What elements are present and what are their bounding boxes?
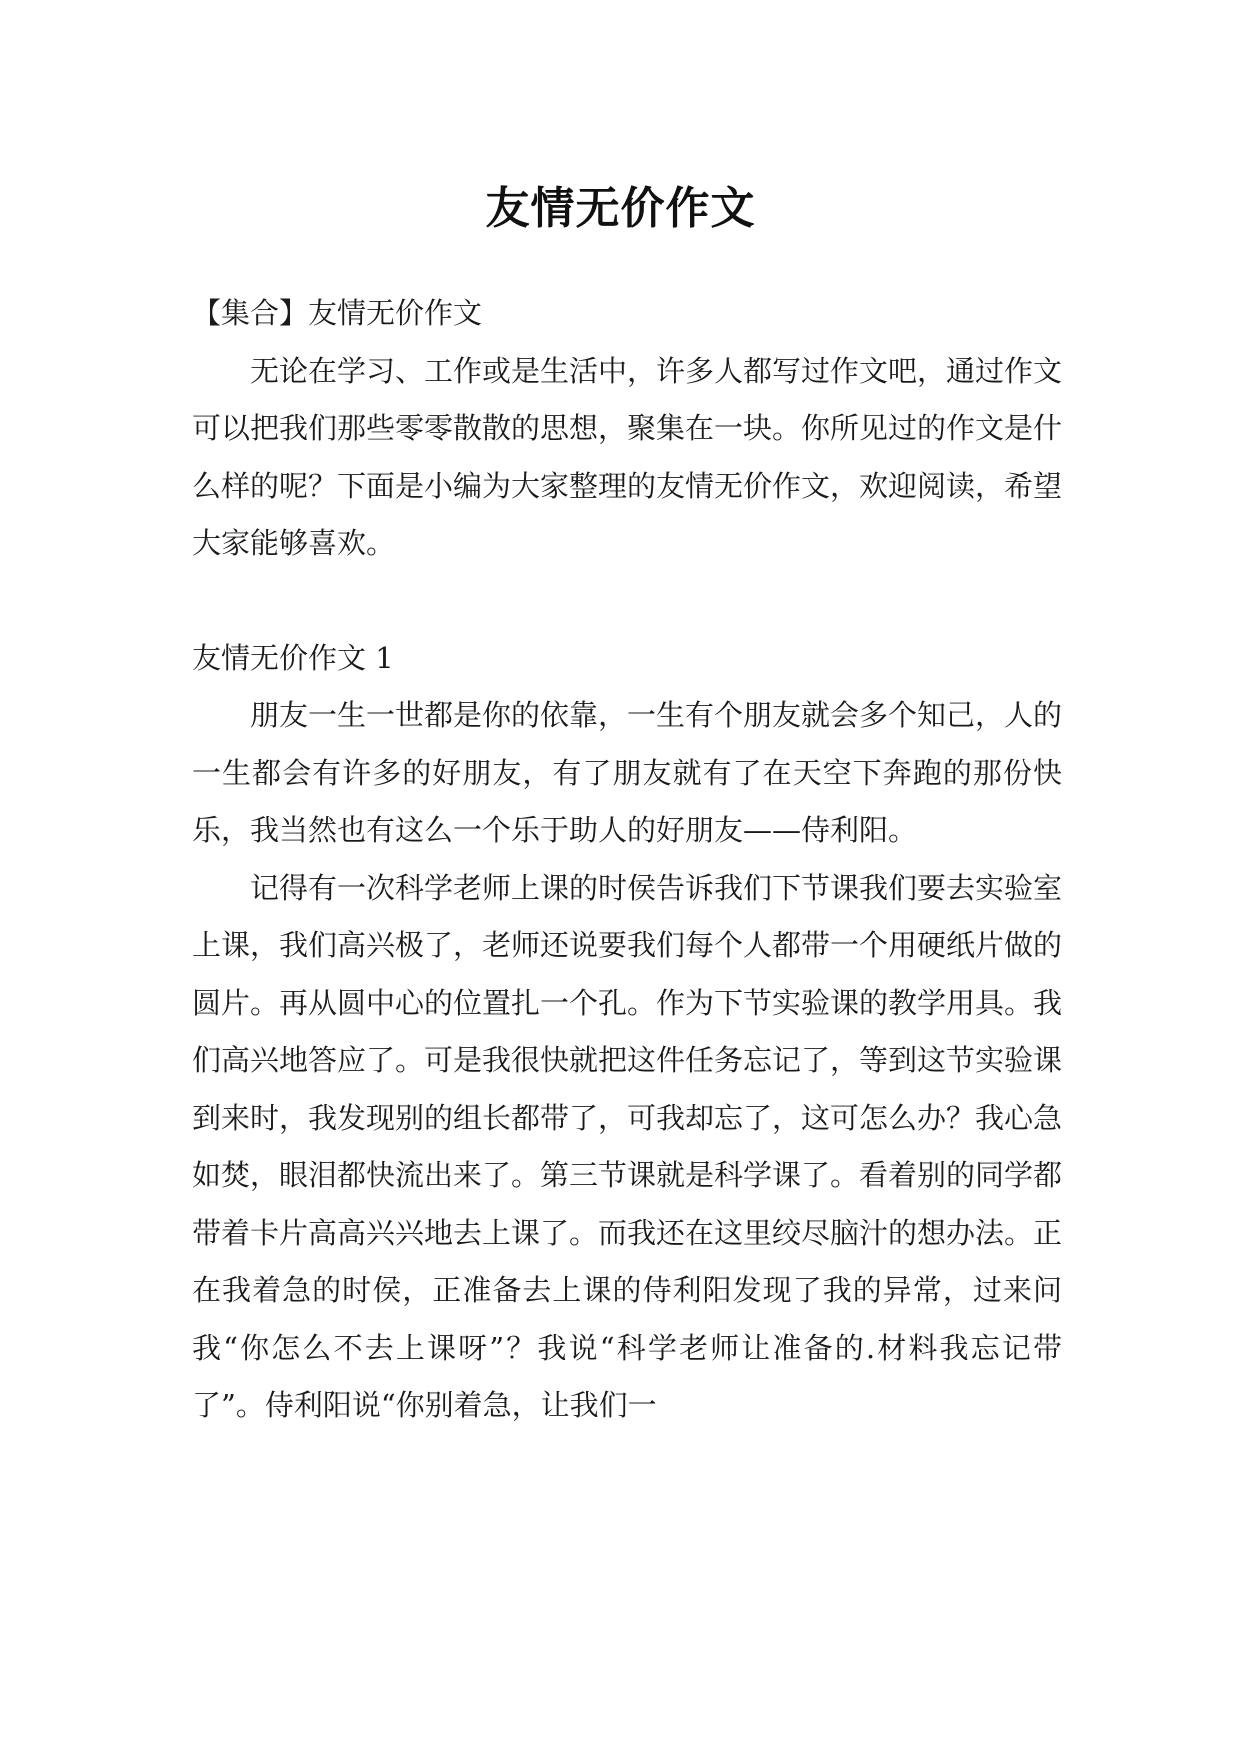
document-subtitle: 【集合】友情无价作文 <box>192 296 483 330</box>
intro-paragraph: 无论在学习、工作或是生活中，许多人都写过作文吧，通过作文可以把我们那些零零散散的思想，聚集在一块。你所见过的作文是什么样的呢？下面是小编为大家整理的友情无价作文，欢迎阅读，希望大家能够喜欢。 <box>192 353 1063 560</box>
document-body <box>192 285 1062 1435</box>
page-title: 友情无价作文 <box>485 183 756 235</box>
section-heading: 友情无价作文 1 <box>192 640 394 675</box>
body-paragraph-1: 朋友一生一世都是你的依靠，一生有个朋友就会多个知己，人的一生都会有许多的好朋友，有了朋友就有了在天空下奔跑的那份快乐，我当然也有这么一个乐于助人的好朋友——侍利阳。 <box>192 698 1063 847</box>
body-paragraph-2: 记得有一次科学老师上课的时侯告诉我们下节课我们要去实验室上课，我们高兴极了，老师还说要我们每个人都带一个用硬纸片做的圆片。再从圆中心的位置扎一个孔。作为下节实验课的教学用具。我们高兴地答应了。可是我很快就把这件任务忘记了，等到这节实验课到来时，我发现别的组长都带了，可我却忘了，这可怎么办？我心急如焚，眼泪都快流出来了。第三节课就是科学课了。看着别的同学都带着卡片高高兴兴地去上课了。而我还在这里绞尽脑汁的想办法。正在我着急的时侯，正准备去上课的侍利阳发现了我的异常，过来问我“你怎么不去上课呀”？我说“科学老师让准备的.材料我忘记带了”。侍利阳说“你别着急，让我们一 <box>192 870 1063 1422</box>
paragraph-spacer <box>192 573 1062 630</box>
